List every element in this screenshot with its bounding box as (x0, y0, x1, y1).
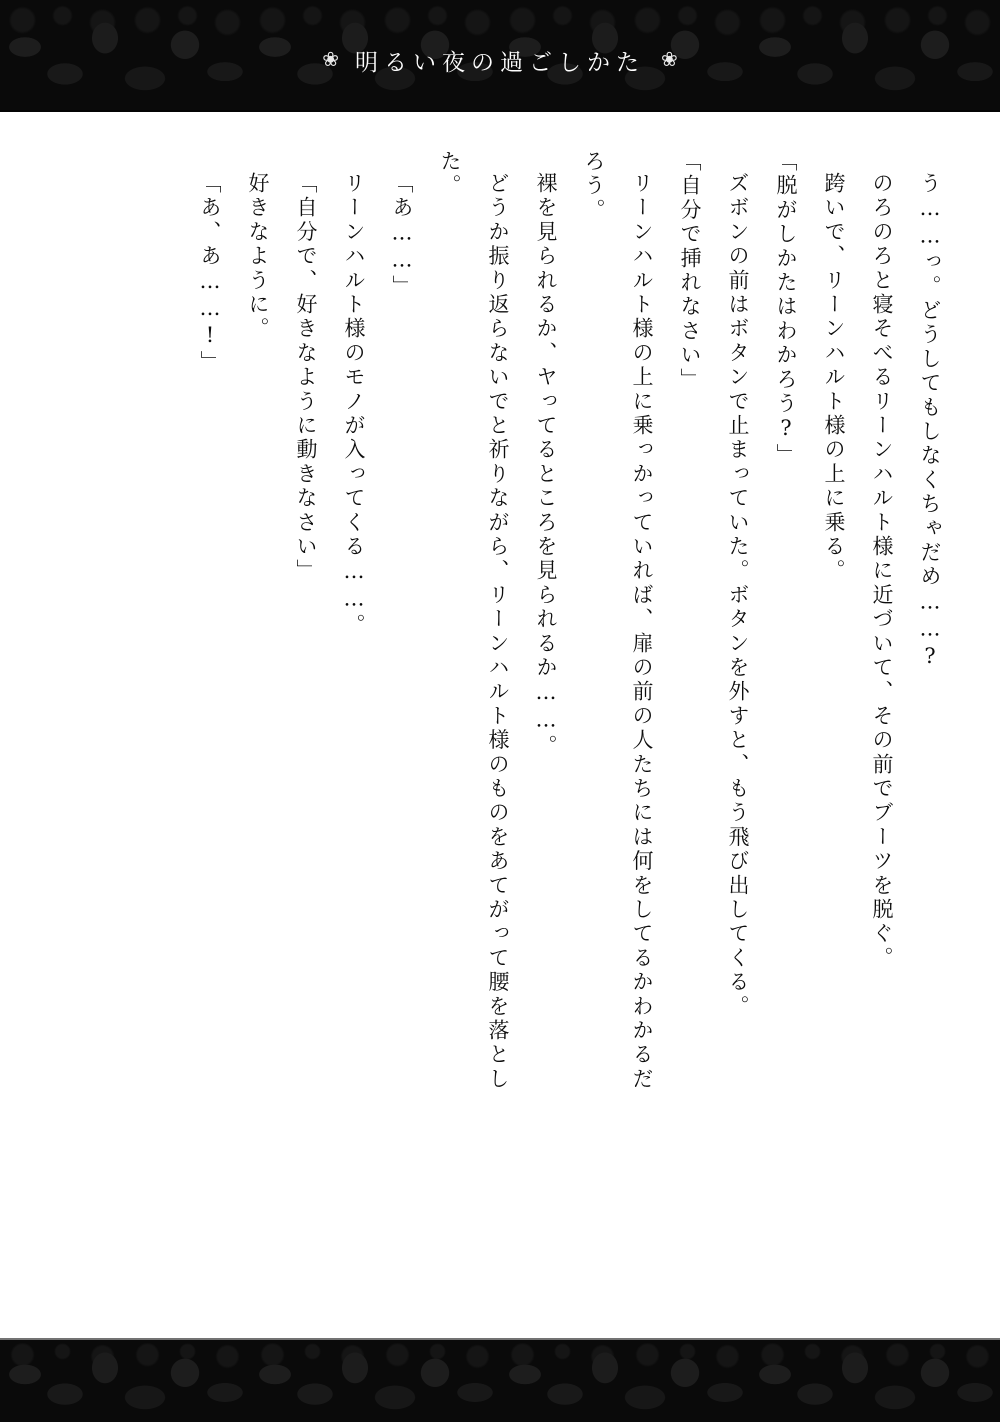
text-column: た。 (438, 150, 462, 199)
flower-ornament-right-icon: ❀ (661, 46, 678, 71)
decorative-footer-band (0, 1340, 1000, 1422)
text-column: 好きなように。 (246, 172, 270, 342)
text-column: ズボンの前はボタンで止まっていた。ボタンを外すと、もう飛び出してくる。 (726, 172, 750, 1019)
page-header-title (0, 44, 1000, 77)
text-column: リーンハルト様のモノが入ってくる……。 (342, 172, 366, 638)
text-column: 「あ、あ……!」 (198, 172, 222, 375)
text-column: 「自分で挿れなさい」 (678, 150, 702, 392)
text-column: のろのろと寝そべるリーンハルト様に近づいて、その前でブーツを脱ぐ。 (870, 172, 894, 971)
flower-ornament-left-icon: ❀ (322, 46, 339, 71)
text-column: う……っ。どうしてもしなくちゃだめ……? (918, 172, 942, 671)
text-column: 「脱がしかたはわかろう?」 (774, 150, 798, 468)
header-divider (0, 110, 1000, 112)
text-column: ろう。 (582, 150, 606, 223)
header-title-text: 明るい夜の過ごしかた (355, 50, 645, 76)
text-column: リーンハルト様の上に乗っかっていれば、扉の前の人たちには何をしてるかわかるだ (630, 172, 654, 1092)
text-column: 「あ……」 (390, 172, 414, 299)
text-column: どうか振り返らないでと祈りながら、リーンハルト様のものをあてがって腰を落とし (486, 172, 510, 1092)
text-column: 跨いで、リーンハルト様の上に乗る。 (822, 172, 846, 584)
text-column: 裸を見られるか、ヤってるところを見られるか……。 (534, 172, 558, 759)
text-column: 「自分で、好きなように動きなさい」 (294, 172, 318, 584)
body-text-area (60, 150, 940, 1310)
